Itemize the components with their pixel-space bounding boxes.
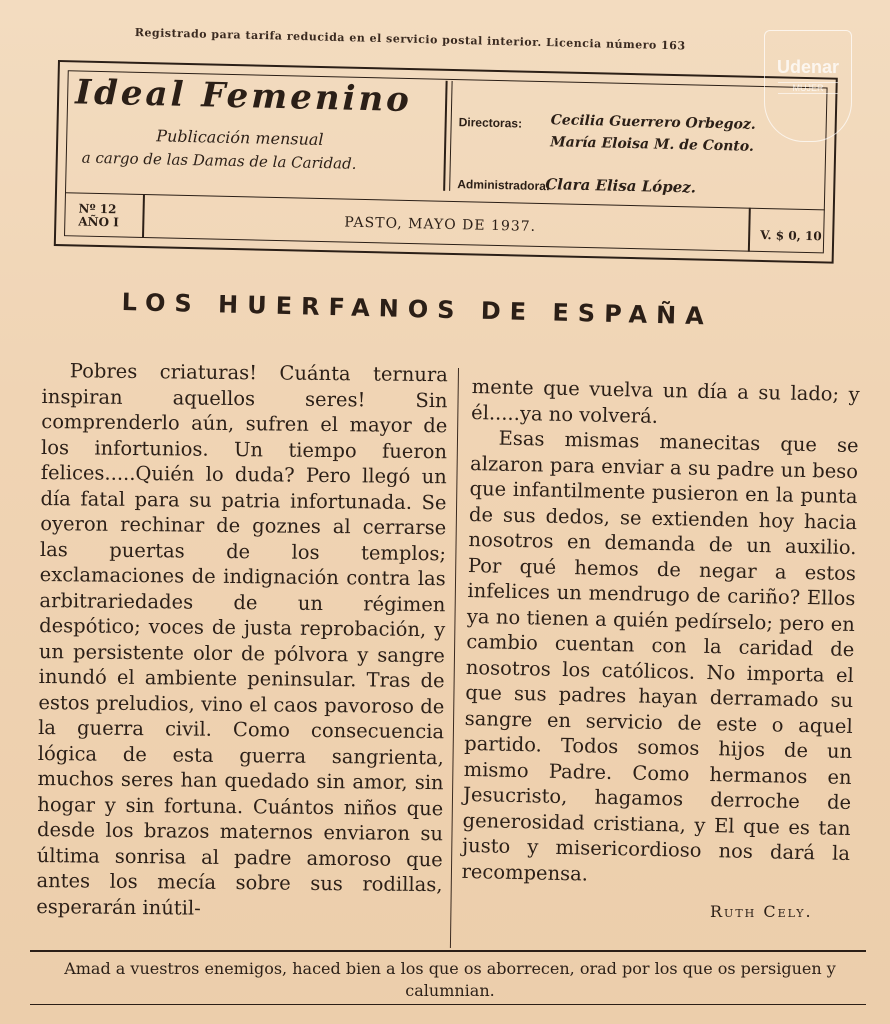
article-headline: LOS HUERFANOS DE ESPAÑA xyxy=(121,288,714,331)
article-column-right xyxy=(461,374,860,892)
masthead xyxy=(53,60,844,308)
price: V. $ 0, 10 xyxy=(760,227,822,244)
publication-subtitle: Publicación mensual xyxy=(156,126,324,150)
column-divider xyxy=(450,368,459,948)
article-paragraph: Pobres criaturas! Cuánta ternura inspiran aquellos seres! Sin comprenderlo aún, sufren el mayor de los infortunios. Un tiempo fueron felices.....Quién lo duda? Pero llegó un día fatal para su patria infortunada. Se oyeron rechinar de goznes al cerrarse las puertas de los templos; exclamaciones de indignación contra las arbitrariedades de un régimen despótico; voces de justa reprobación, y un persistente olor de pólvora y sangre inundó el ambiente peninsular. Tras de estos preludios, vino el caos pavoroso de la guerra civil. Como consecuencia lógica de esta guerra sangrienta, muchos seres han quedado sin amor, sin hogar y sin fortuna. Cuántos niños que desde los brazos maternos enviaron su última sonrisa al padre amoroso que antes los mecía sobre sus rodillas, esperarán inútil- xyxy=(36,359,448,920)
issue-info xyxy=(78,203,119,230)
footer-rule-top xyxy=(30,950,866,952)
directors-names xyxy=(550,109,756,158)
director-name: Cecilia Guerrero Orbegoz. xyxy=(550,112,756,133)
publication-publisher: a cargo de las Damas de la Caridad. xyxy=(81,148,357,173)
article-paragraph: Esas mismas manecitas que se alzaron para enviar a su padre un beso que infantilmente pusieron en la punta de sus dedos, se extienden hoy hacia nosotros en demanda de un auxilio. Por qué hemos de negar a estos infelices un mendrugo de cariño? Ellos ya no tienen a quién pedírselo; pero en cambio cuentan con la caridad de nosotros los católicos. No importa el que sus padres hayan derramado su sangre en servicio de este o aquel partido. Todos somos hijos de un mismo Padre. Como hermanos en Jesucristo, hagamos derroche de generosidad cristiana, y El que es tan justo y misericordioso nos dará la recompensa. xyxy=(461,426,859,886)
place-date: PASTO, MAYO DE 1937. xyxy=(344,214,537,235)
administrator-label: Administradora: xyxy=(457,177,551,194)
publication-title: Ideal Femenino xyxy=(74,72,413,121)
article-paragraph: mente que vuelva un día a su lado; y él.....ya no volverá. xyxy=(470,374,860,428)
directors-label: Directoras: xyxy=(458,115,523,131)
administrator-name: Clara Elisa López. xyxy=(545,175,697,197)
director-name: María Eloisa M. de Conto. xyxy=(550,134,754,155)
footer-rule-bottom xyxy=(30,1004,866,1005)
watermark-seal xyxy=(764,30,852,142)
article-author: Ruth Cely. xyxy=(710,902,813,921)
postal-notice: Registrado para tarifa reducida en el servicio postal interior. Licencia número 163 xyxy=(134,26,686,53)
seal-text: Udenar xyxy=(776,57,839,77)
issue-year: AÑO I xyxy=(78,214,120,230)
seal-subtext: MUJER xyxy=(778,82,838,94)
footer-quote: Amad a vuestros enemigos, haced bien a los que os aborrecen, orad por los que os persiguen y calumnian. xyxy=(64,959,836,1000)
issue-number: Nº 12 xyxy=(78,201,117,217)
article-column-left xyxy=(36,358,448,923)
